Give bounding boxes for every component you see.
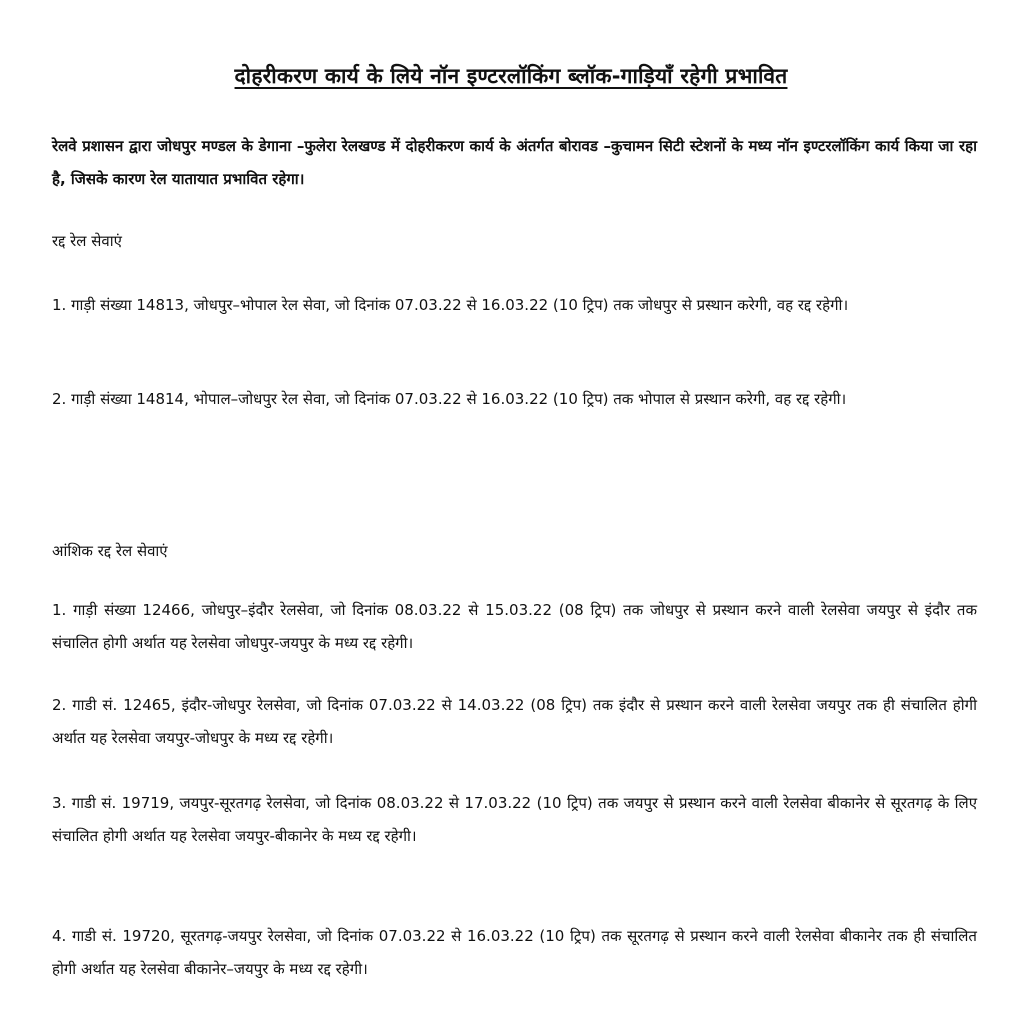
partial-item-2: 2. गाडी सं. 12465, इंदौर-जोधपुर रेलसेवा, जो दिनांक 07.03.22 से 14.03.22 (08 ट्रिप) तक इंदौर से प्रस्थान करने वाली रेलसेवा जयपुर तक ही संचालित होगी अर्थात यह रेलसेवा जयपुर-जोधपुर के मध्य रद्द रहेगी। (52, 696, 977, 747)
partial-item-3: 3. गाडी सं. 19719, जयपुर-सूरतगढ़ रेलसेवा, जो दिनांक 08.03.22 से 17.03.22 (10 ट्रिप) तक जयपुर से प्रस्थान करने वाली रेलसेवा बीकानेर से सूरतगढ़ के लिए संचालित होगी अर्थात यह रेलसेवा जयपुर-बीकानेर के मध्य रद्द रहेगी। (52, 794, 977, 845)
partial-item-1: 1. गाड़ी संख्या 12466, जोधपुर–इंदौर रेलसेवा, जो दिनांक 08.03.22 से 15.03.22 (08 ट्रिप) तक जोधपुर से प्रस्थान करने वाली रेलसेवा जयपुर से इंदौर तक संचालित होगी अर्थात यह रेलसेवा जोधपुर-जयपुर के मध्य रद्द रहेगी। (52, 601, 977, 652)
partial-item-4: 4. गाडी सं. 19720, सूरतगढ़-जयपुर रेलसेवा, जो दिनांक 07.03.22 से 16.03.22 (10 ट्रिप) तक सूरतगढ़ से प्रस्थान करने वाली रेलसेवा बीकानेर तक ही संचालित होगी अर्थात यह रेलसेवा बीकानेर–जयपुर के मध्य रद्द रहेगी। (52, 927, 977, 978)
cancelled-item-1: 1. गाड़ी संख्या 14813, जोधपुर–भोपाल रेल सेवा, जो दिनांक 07.03.22 से 16.03.22 (10 ट्रिप) तक जोधपुर से प्रस्थान करेगी, वह रद्द रहेगी। (52, 296, 849, 314)
intro-paragraph: रेलवे प्रशासन द्वारा जोधपुर मण्डल के डेगाना –फुलेरा रेलखण्ड में दोहरीकरण कार्य के अंतर्गत बोरावड –कुचामन सिटी स्टेशनों के मध्य नॉन इण्टरलॉकिंग कार्य किया जा रहा है, जिसके कारण रेल यातायात प्रभावित रहेगा। (52, 137, 977, 188)
cancelled-item-2: 2. गाड़ी संख्या 14814, भोपाल–जोधपुर रेल सेवा, जो दिनांक 07.03.22 से 16.03.22 (10 ट्रिप) तक भोपाल से प्रस्थान करेगी, वह रद्द रहेगी। (52, 390, 847, 408)
document-title: दोहरीकरण कार्य के लिये नॉन इण्टरलॉकिंग ब्लॉक-गाड़ियाँ रहेगी प्रभावित (234, 64, 788, 88)
partially-cancelled-heading: आंशिक रद्द रेल सेवाएं (52, 542, 168, 560)
cancelled-services-heading: रद्द रेल सेवाएं (52, 232, 122, 250)
